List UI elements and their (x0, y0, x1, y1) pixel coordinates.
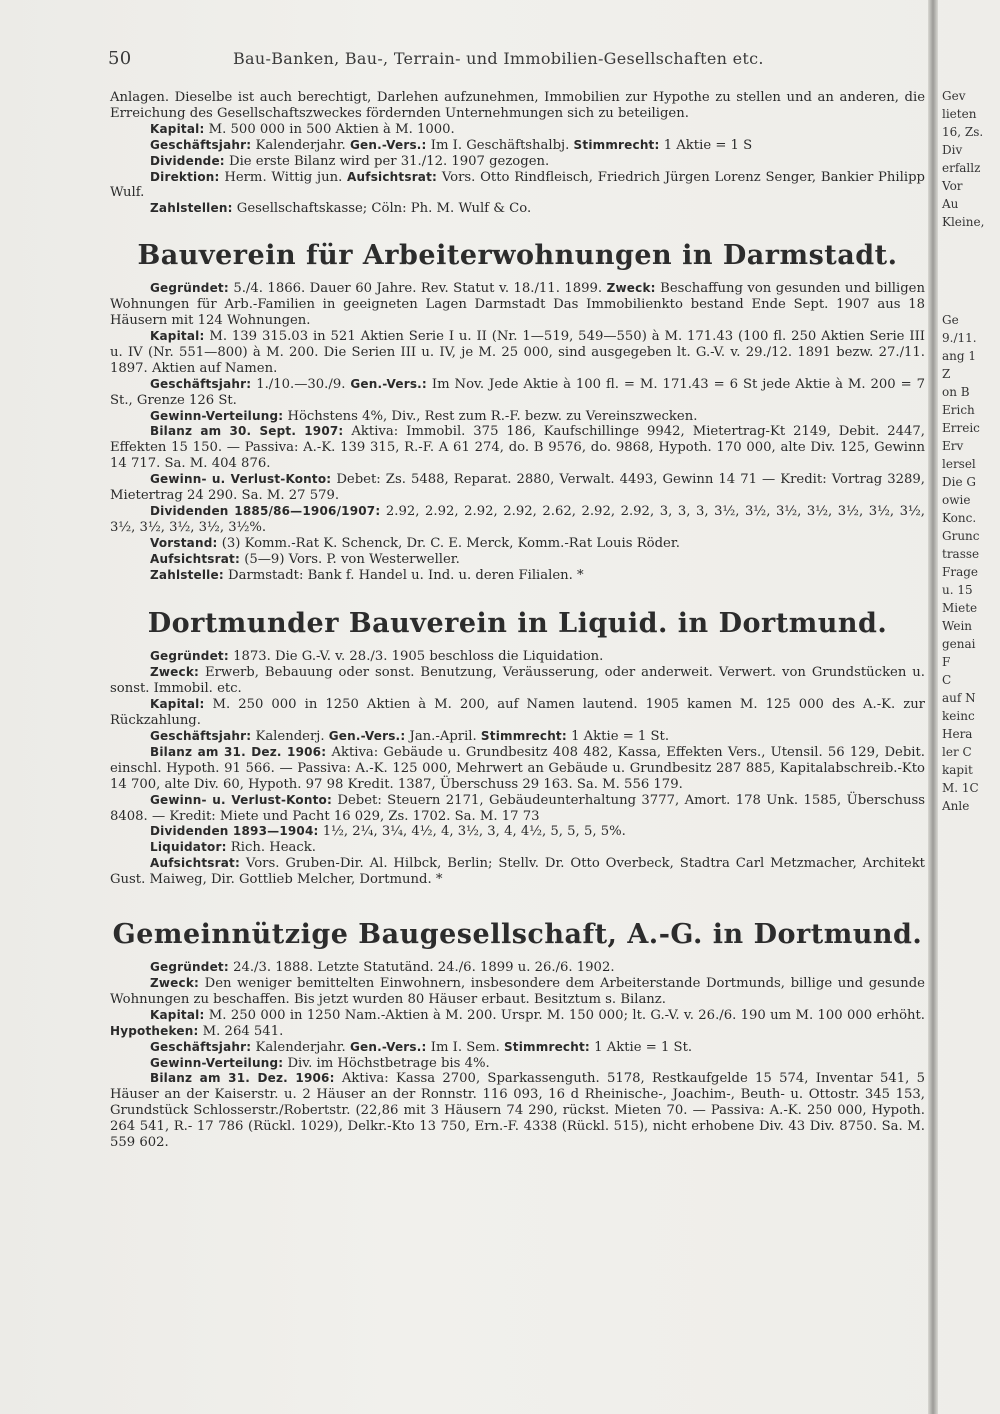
field-value: Kalenderj. (255, 729, 329, 744)
field-label: Hypotheken: (110, 1023, 199, 1038)
running-header (108, 48, 928, 69)
entry-paragraph (110, 1071, 925, 1151)
margin-fragment: Miete (942, 601, 978, 615)
field-value: 1./10.—30./9. (256, 376, 351, 392)
field-value: M. 264 541. (202, 1023, 284, 1039)
margin-fragment: Kleine, (942, 215, 985, 229)
field-label: Dividenden 1885/86—1906/1907: (150, 503, 381, 518)
field-value: 5./4. 1866. Dauer 60 Jahre. Rev. Statut v. 18./11. 1899. (233, 281, 607, 297)
entry-paragraph (110, 840, 925, 856)
margin-fragment: Erich (942, 403, 975, 417)
margin-fragment: kapit (942, 763, 973, 777)
field-value: Vors. Gruben-Dir. Al. Hilbck, Berlin; Stellv. Dr. Otto Overbeck, Stadtra Carl Metzmacher, Architekt Gust. Maiweg, Dir. Gottlieb Melcher, Dortmund. * (110, 856, 925, 888)
field-value: Im Nov. Jede Aktie à 100 fl. = M. 171.43 = 6 St jede Aktie à M. 200 = 7 St., Grenze 126 St. (110, 376, 926, 408)
field-label: Geschäftsjahr: (150, 729, 252, 743)
field-value: Erwerb, Bebauung oder sonst. Benutzung, Veräusserung, oder anderweit. Verwert. von Grundstücken u. sonst. Immobil. etc. (110, 665, 925, 697)
margin-fragment: Au (942, 197, 959, 211)
intro-direktion: Direktion: Herm. Wittig jun. Aufsichtsrat: Vors. Otto Rindfleisch, Friedrich Jürgen Lorenz Senger, Bankier Philipp Wulf. (110, 169, 925, 201)
field-value: Aktiva: Gebäude u. Grundbesitz 408 482, Kassa, Effekten Vers., Utensil. 56 129, Debit. einschl. Hypoth. 91 566. — Passiva: A.-K. 125 000, Mehrwert an Gebäude u. Grundbesitz 287 885, Kapitalabschreib.-Kto 14 700, alte Div. 60, Hypoth. 97 98 Kredit. 1387, Überschuss 29 163. Sa. M. 556 179. (110, 744, 925, 792)
margin-fragment: Frage (942, 565, 978, 579)
margin-fragment: Gev (942, 89, 966, 103)
field-label: Zweck: (150, 975, 200, 990)
margin-fragment: F (942, 655, 951, 669)
entry-paragraph (110, 1056, 925, 1072)
margin-fragment: Konc. (942, 511, 977, 525)
entry-paragraph (110, 568, 925, 584)
field-label: Kapital: (150, 697, 205, 712)
field-label: Gewinn-Verteilung: (150, 1055, 284, 1070)
company-heading: Dortmunder Bauverein in Liquid. in Dortmund. (147, 608, 888, 640)
field-label: Zweck: (606, 281, 656, 296)
field-value: Kalenderjahr. (255, 1039, 350, 1055)
field-label: Liquidator: (150, 840, 227, 855)
field-label: Zahlstelle: (150, 567, 224, 582)
company-entry (110, 607, 925, 888)
field-label: Bilanz am 31. Dez. 1906: (150, 1071, 335, 1086)
margin-fragment: lieten (942, 107, 977, 121)
field-label: Stimmrecht: (480, 729, 567, 743)
entry-paragraph (110, 424, 925, 472)
field-value: Höchstens 4%, Div., Rest zum R.-F. bezw. zu Vereinszwecken. (287, 408, 698, 424)
margin-fragment: Grunc (942, 529, 980, 543)
entry-paragraph (110, 552, 925, 568)
margin-fragment: Div (942, 143, 963, 157)
field-label: Gen.-Vers.: (349, 1039, 427, 1054)
margin-fragment: Erreic (942, 421, 980, 435)
field-value: 2.92, 2.92, 2.92, 2.92, 2.62, 2.92, 2.92, 3, 3, 3, 3½, 3½, 3½, 3½, 3½, 3½, 3½, 3½, 3½, 3½, 3½, 3½%. (110, 503, 925, 535)
field-label: Bilanz am 30. Sept. 1907: (150, 424, 344, 439)
field-label: Gewinn-Verteilung: (150, 408, 284, 423)
field-value: Im I. Sem. (430, 1039, 504, 1055)
company-entry (110, 239, 925, 583)
entry-paragraph (110, 281, 925, 329)
intro-zahlstellen: Zahlstellen: Gesellschaftskasse; Cöln: Ph. M. Wulf & Co. (150, 201, 532, 217)
margin-fragment: genai (942, 637, 976, 651)
intro-geschaeftsjahr: Geschäftsjahr: Kalenderjahr. Gen.-Vers.: Im I. Geschäftshalbj. Stimmrecht: 1 Aktie = 1 S (150, 137, 753, 153)
margin-fragment: u. 15 (942, 583, 973, 597)
margin-fragment: M. 1C (942, 781, 979, 795)
field-value: Div. im Höchstbetrage bis 4%. (287, 1055, 490, 1071)
margin-fragment: trasse (942, 547, 980, 561)
field-label: Bilanz am 31. Dez. 1906: (150, 744, 327, 759)
field-label: Aufsichtsrat: (150, 856, 240, 871)
field-label: Gegründet: (150, 960, 229, 975)
entry-paragraph (110, 409, 925, 425)
field-label: Gen.-Vers.: (350, 376, 427, 391)
field-label: Gen.-Vers.: (328, 729, 406, 743)
field-label: Geschäftsjahr: (150, 376, 252, 391)
facing-page-margin (940, 0, 1000, 1414)
field-label: Zweck: (150, 665, 200, 680)
entry-paragraph (110, 745, 925, 793)
entry-paragraph (110, 536, 925, 552)
field-value: (3) Komm.-Rat K. Schenck, Dr. C. E. Merck, Komm.-Rat Louis Röder. (221, 535, 680, 551)
text-column (110, 90, 925, 1151)
field-label: Gegründet: (150, 281, 229, 296)
field-value: M. 139 315.03 in 521 Aktien Serie I u. II (Nr. 1—519, 549—550) à M. 171.43 (100 fl. 250 Aktien Serie III u. IV (Nr. 551—800) à M. 200. Die Serien III u. IV, je M. 25 000, sind ausgegeben lt. G.-V. v. 29./12. 1891 bezw. 27./11. 1897. Aktien auf Namen. (110, 328, 925, 376)
entry-paragraph (110, 697, 925, 729)
margin-fragment: Vor (942, 179, 963, 193)
margin-fragment: on B (942, 385, 970, 399)
field-value: Darmstadt: Bank f. Handel u. Ind. u. deren Filialen. * (228, 567, 584, 583)
entry-paragraph (110, 1040, 925, 1056)
company-heading: Bauverein für Arbeiterwohnungen in Darmstadt. (137, 240, 898, 272)
margin-fragment: Hera (942, 727, 973, 741)
field-value: Debet: Zs. 5488, Reparat. 2880, Verwalt. 4493, Gewinn 14 71 — Kredit: Vortrag 3289, Mietertrag 24 290. Sa. M. 27 579. (110, 472, 925, 504)
field-value: M. 250 000 in 1250 Nam.-Aktien à M. 200. Urspr. M. 150 000; lt. G.-V. v. 26./6. 190 um M. 100 000 erhöht. (208, 1007, 925, 1023)
field-value: 1873. Die G.-V. v. 28./3. 1905 beschloss die Liquidation. (233, 649, 604, 665)
intro-kapital: Kapital: M. 500 000 in 500 Aktien à M. 1000. (150, 121, 455, 137)
entry-paragraph (110, 856, 925, 888)
entry-paragraph (110, 729, 925, 745)
margin-fragment: lersel (942, 457, 976, 471)
entry-paragraph (110, 377, 925, 409)
field-value: Den weniger bemittelten Einwohnern, insbesondere dem Arbeiterstande Dortmunds, billige und gesunde Wohnungen zu beschaffen. Bis jetzt wurden 80 Häuser erbaut. Besitztum s. Bilanz. (110, 975, 925, 1007)
field-value: Beschaffung von gesunden und billigen Wohnungen für Arb.-Familien in geeigneten Lagen Darmstadt Das Immobilienkto bestand Ende Sept. 1907 aus 18 Häusern mit 124 Wohnungen. (110, 281, 925, 329)
field-value: Debet: Steuern 2171, Gebäudeunterhaltung 3777, Amort. 178 Unk. 1585, Überschuss 8408. — Kredit: Miete und Pacht 16 029, Zs. 1702. Sa. M. 17 73 (110, 792, 925, 824)
entry-paragraph (110, 960, 925, 976)
margin-fragment: erfallz (942, 161, 981, 175)
field-label: Gewinn- u. Verlust-Konto: (150, 472, 332, 487)
field-label: Stimmrecht: (503, 1039, 590, 1054)
entry-paragraph (110, 329, 925, 377)
page-number: 50 (108, 48, 132, 69)
field-label: Vorstand: (150, 535, 218, 550)
entry-paragraph (110, 793, 925, 825)
entry-paragraph (110, 665, 925, 697)
margin-fragment: ler C (942, 745, 972, 759)
margin-fragment: ang 1 (942, 349, 977, 363)
field-value: 1 Aktie = 1 St. (594, 1039, 693, 1055)
field-label: Gegründet: (150, 649, 229, 664)
entry-paragraph (110, 1008, 925, 1040)
margin-fragment: keinc (942, 709, 975, 723)
entry-paragraph (110, 976, 925, 1008)
margin-fragment: Die G (942, 475, 976, 489)
field-value: M. 250 000 in 1250 Aktien à M. 200, auf Namen lautend. 1905 kamen M. 125 000 des A.-K. zur Rückzahlung. (110, 697, 925, 729)
margin-fragment: owie (942, 493, 971, 507)
field-label: Gewinn- u. Verlust-Konto: (150, 792, 332, 807)
field-label: Dividenden 1893—1904: (150, 824, 319, 839)
margin-fragment: Ge (942, 313, 959, 327)
margin-fragment: 9./11. (942, 331, 977, 345)
field-value: Jan.-April. (409, 729, 481, 744)
field-value: (5—9) Vors. P. von Westerweller. (244, 551, 460, 567)
field-label: Geschäftsjahr: (150, 1039, 252, 1054)
entry-paragraph (110, 649, 925, 665)
margin-fragment: Erv (942, 439, 964, 453)
margin-fragment: Z (942, 367, 951, 381)
entry-paragraph (110, 504, 925, 536)
field-value: Rich. Heack. (230, 840, 316, 856)
field-value: 24./3. 1888. Letzte Statutänd. 24./6. 1899 u. 26./6. 1902. (233, 960, 615, 976)
field-label: Aufsichtsrat: (150, 551, 240, 566)
entry-paragraph (110, 824, 925, 840)
entry-paragraph (110, 472, 925, 504)
page-gutter (928, 0, 938, 1414)
margin-fragment: C (942, 673, 952, 687)
field-label: Kapital: (150, 1007, 205, 1022)
intro-paragraph: Anlagen. Dieselbe ist auch berechtigt, Darlehen aufzunehmen, Immobilien zur Hypothe zu stellen und an anderen, die Erreichung des Gesellschaftszweckes fördernden Unternehmungen sich zu beteiligen. (110, 90, 925, 121)
company-entry (110, 918, 925, 1151)
intro-dividende: Dividende: Die erste Bilanz wird per 31./12. 1907 gezogen. (150, 153, 550, 169)
margin-fragment: Wein (942, 619, 973, 633)
field-value: Aktiva: Kassa 2700, Sparkassenguth. 5178, Restkaufgelde 15 574, Inventar 541, 5 Häuser an der Kaiserstr. u. 2 Häuser an der Ronnstr. 116 093, 16 d Rheinische-, Joachim-, Beuth- u. Ottostr. 345 153, Grundstück Schlosserstr./Robertstr. (22,86 mit 3 Häusern 74 290, rückst. Mieten 70. — Passiva: A.-K. 250 000, Hypoth. 264 541, R.- 17 786 (Rückl. 1029), Delkr.-Kto 13 750, Ern.-F. 4338 (Rückl. 515), nicht erhobene Div. 43 Div. 8750. Sa. M. 559 602. (110, 1071, 925, 1151)
company-heading: Gemeinnützige Baugesellschaft, A.-G. in Dortmund. (112, 919, 923, 951)
company-entries (110, 239, 925, 1151)
margin-fragment: Anle (942, 799, 970, 813)
field-value: Aktiva: Immobil. 375 186, Kaufschillinge 9942, Mietertrag-Kt 2149, Debit. 2447, Effekten 15 150. — Passiva: A.-K. 139 315, R.-F. A 61 274, do. B 9576, do. 9868, Hypoth. 170 000, alte Div. 125, Gewinn 14 717. Sa. M. 404 876. (110, 424, 925, 472)
field-label: Kapital: (150, 328, 205, 343)
field-value: 1 Aktie = 1 St. (571, 729, 670, 744)
header-title: Bau-Banken, Bau-, Terrain- und Immobilien-Gesellschaften etc. (233, 49, 764, 68)
field-value: 1½, 2¼, 3¼, 4½, 4, 3½, 3, 4, 4½, 5, 5, 5, 5%. (322, 824, 626, 840)
margin-fragment: auf N (942, 691, 976, 705)
margin-fragment: 16, Zs. (942, 125, 984, 139)
